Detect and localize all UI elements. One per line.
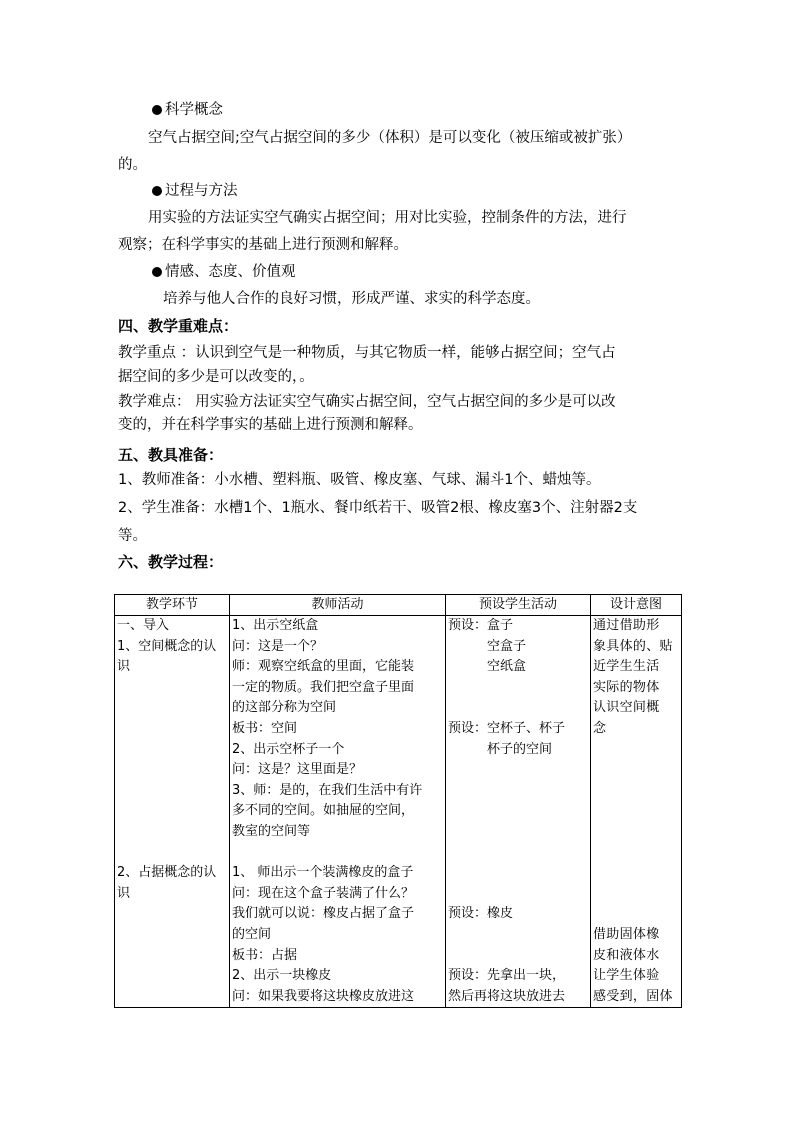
key-point-text-2: 据空间的多少是可以改变的，。 — [118, 369, 314, 385]
science-concept-text-2: 的。 — [118, 157, 147, 173]
design-intent-cell: 通过借助形 象具体的、贴 近学生生活 实际的物体 认识空间概 念 借助固体橡 皮和液体水 让学生体验 感受到，固体 — [591, 616, 682, 1008]
attitude-text: 培养与他人合作的良好习惯，形成严谨、求实的科学态度。 — [163, 291, 540, 307]
difficulty-text-2: 变的，并在科学事实的基础上进行预测和解释。 — [118, 417, 423, 433]
teacher-activity-cell: 1、出示空纸盒 问：这是一个？ 师：观察空纸盒的里面，它能装 一定的物质。我们把空盒子里面 的这部分称为空间 板书：空间 2、出示空杯子一个 问：这是？这里面是？ 3、师：是的，在我们生活中有许 多不同的空间。如抽屉的空间， 教室的空间等 1、 师出示一个装满橡皮的盒子 问：现在这个盒子装满了什么？ 我们就可以说：橡皮占据了盒子 的空间 板书：占据 2、出示一块橡皮 问：如果我要将这块橡皮放进这 — [230, 616, 446, 1008]
attitude-heading: 情感、态度、价值观 — [152, 262, 296, 282]
key-point-text-1: 教学重点 ：认识到空气是一种物质，与其它物质一样，能够占据空间；空气占 — [118, 345, 616, 361]
process-method-heading: 过程与方法 — [152, 181, 238, 201]
stage-cell: 一、导入 1、空间概念的认 识 2、占据概念的认 识 — [115, 616, 230, 1008]
table-header-row — [115, 595, 682, 616]
teacher-prep: 1、教师准备：小水槽、塑料瓶、吸管、橡皮塞、气球、漏斗1个、蜡烛等。 — [118, 472, 601, 488]
science-concept-heading: 科学概念 — [152, 100, 223, 120]
header-stage: 教学环节 — [115, 595, 230, 616]
header-design-intent: 设计意图 — [591, 595, 682, 616]
process-method-text-1: 用实验的方法证实空气确实占据空间；用对比实验，控制条件的方法，进行 — [148, 210, 627, 226]
bullet-icon — [152, 267, 162, 277]
science-concept-text-1: 空气占据空间;空气占据空间的多少（体积）是可以变化（被压缩或被扩张） — [148, 130, 632, 146]
bullet-icon — [152, 186, 162, 196]
section4-title: 四、教学重难点： — [118, 317, 239, 335]
student-prep-2: 等。 — [118, 528, 147, 544]
section5-title: 五、教具准备： — [118, 446, 224, 464]
student-prep-1: 2、学生准备：水槽1个、1瓶水、餐巾纸若干、吸管2根、橡皮塞3个、注射器2支 — [118, 500, 638, 516]
header-student-activity: 预设学生活动 — [446, 595, 591, 616]
process-method-text-2: 观察；在科学事实的基础上进行预测和解释。 — [118, 237, 408, 253]
difficulty-text-1: 教学难点： 用实验方法证实空气确实占据空间，空气占据空间的多少是可以改 — [118, 394, 616, 410]
student-activity-cell: 预设：盒子 空盒子 空纸盒 预设：空杯子、杯子 杯子的空间 预设：橡皮 预设：先拿出一块， 然后再将这块放进去 — [446, 616, 591, 1008]
section6-title: 六、教学过程： — [118, 553, 224, 571]
header-teacher-activity: 教师活动 — [230, 595, 446, 616]
bullet-icon — [152, 105, 162, 115]
table-row — [115, 616, 682, 1008]
teaching-process-table — [114, 594, 682, 1008]
